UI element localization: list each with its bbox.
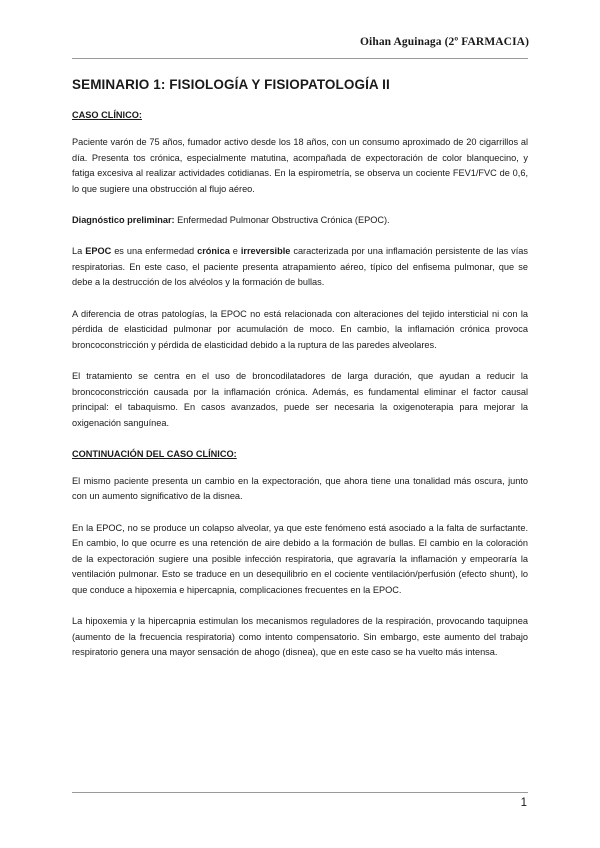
text-run-bold: crónica xyxy=(197,246,230,257)
diagnosis-label: Diagnóstico preliminar: xyxy=(72,214,175,225)
page-title: SEMINARIO 1: FISIOLOGÍA Y FISIOPATOLOGÍA II xyxy=(72,77,390,92)
header-author: Oihan Aguinaga (2º FARMACIA) xyxy=(360,36,529,48)
section-label-continuacion: CONTINUACIÓN DEL CASO CLÍNICO: xyxy=(72,448,237,459)
paragraph-diagnosis xyxy=(72,213,528,229)
paragraph-differences: A diferencia de otras patologías, la EPOC no está relacionada con alteraciones del tejido intersticial ni con la pérdida de elasticidad pulmonar por acumulación de moco. En cambio, la inflamación crónica provoca broncoconstricción y pérdida de elasticidad debido a la ruptura de las paredes alveolares. xyxy=(72,308,528,350)
document-body xyxy=(72,76,528,677)
paragraph-patient-description: Paciente varón de 75 años, fumador activo desde los 18 años, con un consumo aproximado de 20 cigarrillos al día. Presenta tos crónica, especialmente matutina, acompañada de expectoración de color blanquecino, y fatiga excesiva al realizar actividades cotidianas. En la espirometría, se observa un cociente FEV1/FVC de 0,6, lo que sugiere una obstrucción al flujo aéreo. xyxy=(72,137,528,194)
paragraph-epoc-definition xyxy=(72,244,528,291)
text-run-bold: EPOC xyxy=(85,246,112,257)
text-run: La xyxy=(72,246,86,257)
paragraph-mechanism: En la EPOC, no se produce un colapso alveolar, ya que este fenómeno está asociado a la falta de surfactante. En cambio, lo que ocurre es una retención de aire debido a la formación de bullas. El cambio en la coloración de la expectoración sugiere una posible infección respiratoria, que agravaría la inflamación y empeoraría la ventilación pulmonar. Esto se traduce en un desequilibrio en el cociente ventilación/perfusión (efecto shunt), lo que conduce a hipoxemia e hipercapnia, complicaciones frecuentes en la EPOC. xyxy=(72,522,528,596)
paragraph-treatment: El tratamiento se centra en el uso de broncodilatadores de larga duración, que ayudan a reducir la broncoconstricción causada por la inflamación crónica. Además, es fundamental eliminar el factor causal principal: el tabaquismo. En casos avanzados, puede ser necesaria la oxigenoterapia para mejorar la oxigenación sanguínea. xyxy=(72,370,528,428)
paragraph-hypoxemia: La hipoxemia y la hipercapnia estimulan los mecanismos reguladores de la respiración, provocando taquipnea (aumento de la frecuencia respiratoria) como intento compensatorio. Sin embargo, este aumento del trabajo respiratorio genera una mayor sensación de ahogo (disnea), que en este caso se ha vuelto más intensa. xyxy=(72,616,528,658)
header-rule xyxy=(72,58,528,59)
diagnosis-text: Enfermedad Pulmonar Obstructiva Crónica (EPOC). xyxy=(174,214,390,225)
section-label-caso-clinico: CASO CLÍNICO: xyxy=(72,110,142,120)
paragraph-expectoration-change: El mismo paciente presenta un cambio en la expectoración, que ahora tiene una tonalidad más oscura, junto con un aumento significativo de la disnea. xyxy=(72,475,528,502)
text-run-bold: irreversible xyxy=(240,246,291,257)
text-run: es una enfermedad xyxy=(111,246,198,257)
page-number: 1 xyxy=(520,797,527,809)
text-run: e xyxy=(229,246,241,257)
text-run: caracterizada por una inflamación persistente de las vías respiratorias. En este caso, el paciente presenta atrapamiento aéreo, típico del enfisema pulmonar, que se debe a la destrucción de los alvéolos y la formación de bullas. xyxy=(72,246,529,288)
footer-rule xyxy=(72,792,528,793)
